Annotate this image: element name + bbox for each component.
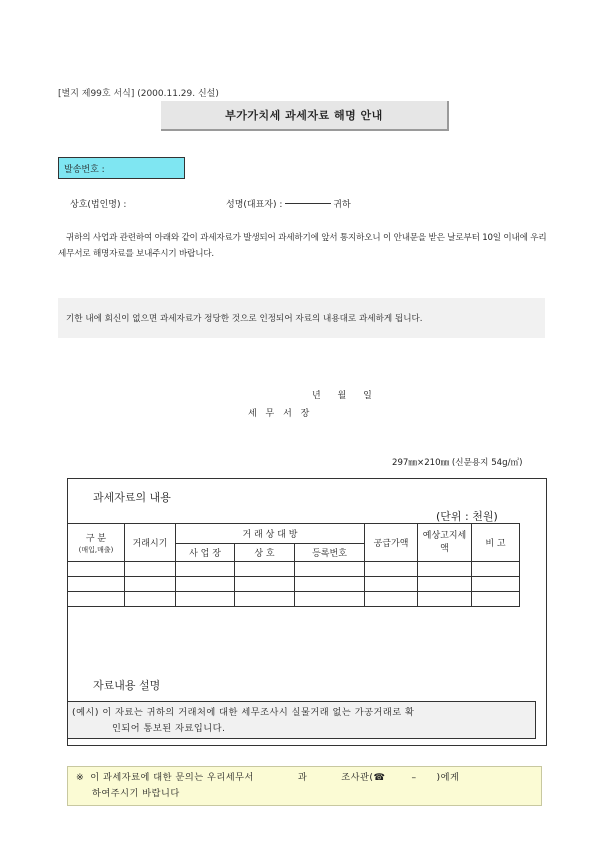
inquiry-text-2: 과 xyxy=(297,772,308,783)
header-reg-number: 등록번호 xyxy=(295,544,365,562)
inquiry-text-5: )에게 xyxy=(436,772,460,783)
section-title-explanation: 자료내용 설명 xyxy=(93,679,161,692)
table-row xyxy=(68,577,520,592)
name-label: 성명(대표자) : xyxy=(226,200,283,210)
inquiry-box xyxy=(67,766,542,806)
header-counterparty: 거 래 상 대 방 xyxy=(176,524,365,544)
inquiry-line-2: 하여주시기 바랍니다 xyxy=(92,788,180,799)
inquiry-text-3: 조사관(☎ xyxy=(341,772,386,783)
header-expected-tax: 예상고지세 액 xyxy=(418,524,472,562)
header-business-place: 사 업 장 xyxy=(176,544,235,562)
explanation-example-box[interactable] xyxy=(67,701,536,739)
header-supply-value: 공급가액 xyxy=(365,524,418,562)
unit-label: (단위 : 천원) xyxy=(436,510,498,523)
header-trade-name: 상 호 xyxy=(235,544,295,562)
document-title xyxy=(161,101,449,131)
honorific: 귀하 xyxy=(333,200,351,210)
notice-text: 기한 내에 회신이 없으면 과세자료가 정당한 것으로 인정되어 자료의 내용대로 과세하게 됩니다. xyxy=(66,314,423,324)
document-title-text: 부가가치세 과세자료 해명 안내 xyxy=(225,109,383,122)
send-number-field[interactable] xyxy=(58,157,185,179)
reference-mark: ※ xyxy=(76,772,85,783)
header-category: 구 분 (매입,매출) xyxy=(68,524,125,562)
header-note: 비 고 xyxy=(472,524,520,562)
inquiry-text-1: 이 과세자료에 대한 문의는 우리세무서 xyxy=(90,772,254,783)
recipient-name-line xyxy=(226,197,351,210)
paper-spec: 297㎜×210㎜ (신문용지 54g/㎡) xyxy=(392,458,523,468)
inquiry-text-4: – xyxy=(411,772,417,783)
header-period: 거래시기 xyxy=(125,524,176,562)
form-reference: [별지 제99호 서식] (2000.11.29. 신설) xyxy=(58,89,219,99)
body-paragraph: 귀하의 사업과 관련하여 아래와 같이 과세자료가 발생되어 과세하기에 앞서 통지하오니 이 안내문을 받은 날로부터 10일 이내에 우리세무서로 해명자료를 보내주시기 바랍니다. xyxy=(58,233,547,259)
section-title-content: 과세자료의 내용 xyxy=(93,491,171,504)
example-line-1: (예시) 이 자료는 귀하의 거래처에 대한 세무조사시 실물거래 없는 가공거래로 확 xyxy=(72,707,415,718)
date-line: 년 월 일 xyxy=(312,391,372,401)
table-row xyxy=(68,562,520,577)
example-line-2: 인되어 통보된 자료입니다. xyxy=(112,723,226,734)
company-label: 상호(법인명) : xyxy=(70,200,127,210)
table-row xyxy=(68,592,520,607)
name-blank[interactable] xyxy=(285,203,331,204)
tax-office-head: 세 무 서 장 xyxy=(248,409,313,419)
tax-data-table xyxy=(67,523,520,607)
send-number-label: 발송번호 : xyxy=(64,164,105,175)
notice-box xyxy=(58,298,545,338)
